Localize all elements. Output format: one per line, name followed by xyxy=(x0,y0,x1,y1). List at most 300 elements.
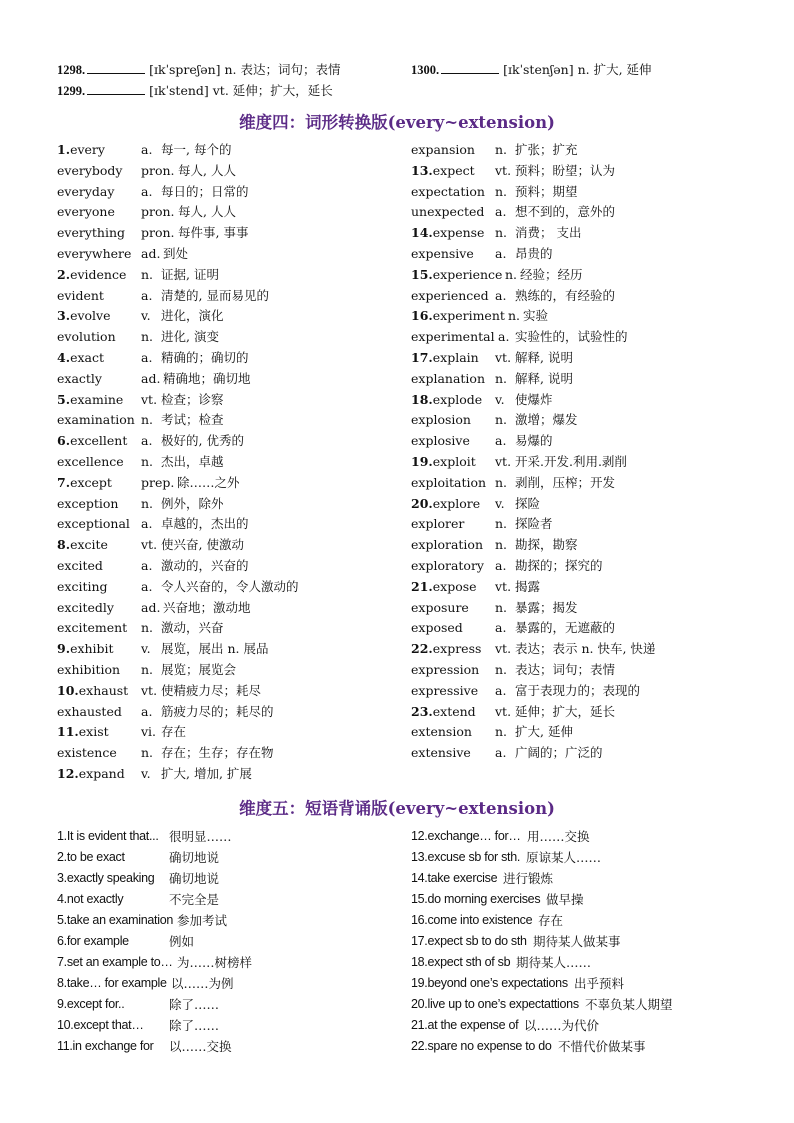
word-entry xyxy=(411,348,751,369)
word-pos: n. xyxy=(141,620,154,636)
word-meaning: 表达；词句；表情 xyxy=(515,661,616,677)
phrase-meaning: 期待某人…… xyxy=(516,955,592,970)
phrase-meaning: 出乎预料 xyxy=(574,976,625,991)
word-headword xyxy=(57,577,108,598)
word-entry xyxy=(57,265,397,286)
word-headword xyxy=(57,286,104,307)
section5-right-column xyxy=(411,826,751,1057)
word-text: exact xyxy=(70,349,104,365)
phrase-text: 9.except for.. xyxy=(57,997,125,1011)
phrase-entry xyxy=(57,826,397,847)
word-meaning: 勘探，勘察 xyxy=(515,537,578,553)
word-pos: n. xyxy=(141,266,154,282)
answer-blank[interactable] xyxy=(441,63,499,74)
word-text: examine xyxy=(70,391,124,407)
phrase-text: 22.spare no expense to do xyxy=(411,1039,552,1053)
word-text: expect xyxy=(432,162,475,178)
word-pos: v. xyxy=(495,391,505,407)
word-text: exposed xyxy=(411,620,463,636)
word-number: 20. xyxy=(411,495,433,511)
word-number: 18. xyxy=(411,391,433,407)
word-meaning: 展览；展览会 xyxy=(161,661,237,677)
word-meaning: 实验性的，试验性的 xyxy=(515,329,628,345)
word-pos: a. xyxy=(141,183,153,199)
word-text: existence xyxy=(57,745,117,761)
phrase-entry xyxy=(411,889,751,910)
word-meaning: 剥削，压榨；开发 xyxy=(515,474,616,490)
entry-meaning: 延伸；扩大，延长 xyxy=(232,83,333,98)
phrase-meaning: 为……树榜样 xyxy=(177,955,253,970)
word-headword xyxy=(411,410,471,431)
word-number: 15. xyxy=(411,266,433,282)
phrase-text: 4.not exactly xyxy=(57,892,124,906)
word-entry xyxy=(57,431,397,452)
phrase-entry xyxy=(411,994,751,1015)
word-pos: prep. xyxy=(141,474,175,490)
word-pos: a. xyxy=(495,557,507,573)
word-headword xyxy=(411,140,475,161)
word-headword xyxy=(57,514,130,535)
word-pos: a. xyxy=(495,287,507,303)
word-meaning: 延伸；扩大，延长 xyxy=(515,703,616,719)
word-text: experience xyxy=(432,266,503,282)
word-meaning: 令人兴奋的，令人激动的 xyxy=(161,578,299,594)
word-headword xyxy=(57,452,124,473)
word-pos: vt. xyxy=(141,537,158,553)
word-entry xyxy=(411,452,751,473)
word-entry xyxy=(411,681,751,702)
word-pos: a. xyxy=(141,516,153,532)
phrase-meaning: 原谅某人…… xyxy=(526,850,602,865)
section4-title: 维度四：词形转换版(every~extension) xyxy=(239,113,555,132)
word-headword xyxy=(411,535,483,556)
word-entry xyxy=(57,306,397,327)
word-meaning: 暴露的，无遮蔽的 xyxy=(515,620,616,636)
entry-phonetic: [ɪkˈspreʃən] n. xyxy=(149,62,237,77)
word-meaning: 例外，除外 xyxy=(161,495,224,511)
phrase-meaning: 不惜代价做某事 xyxy=(558,1039,646,1054)
word-number: 10. xyxy=(57,682,79,698)
word-entry xyxy=(57,514,397,535)
word-headword xyxy=(411,556,484,577)
word-entry xyxy=(57,223,397,244)
word-meaning: 筋疲力尽的；耗尽的 xyxy=(161,703,274,719)
word-meaning: 解释, 说明 xyxy=(515,349,573,365)
phrase-meaning: 用……交换 xyxy=(527,829,590,844)
word-text: evident xyxy=(57,287,104,303)
word-number: 8. xyxy=(57,537,71,553)
word-headword xyxy=(57,556,103,577)
word-headword xyxy=(57,743,117,764)
word-meaning: 勘探的；探究的 xyxy=(515,557,603,573)
word-text: exception xyxy=(57,495,119,511)
phrase-text: 19.beyond one’s expectations xyxy=(411,976,568,990)
word-text: exhaust xyxy=(78,682,129,698)
word-text: expose xyxy=(432,578,477,594)
word-headword xyxy=(411,639,481,660)
word-entry xyxy=(411,223,751,244)
word-pos: n. xyxy=(508,308,521,324)
word-number: 3. xyxy=(57,308,71,324)
word-headword xyxy=(411,369,485,390)
word-pos: v. xyxy=(141,308,151,324)
phrase-entry xyxy=(411,952,751,973)
phrase-entry xyxy=(411,1015,751,1036)
word-pos: vt. xyxy=(495,453,512,469)
word-headword xyxy=(57,161,123,182)
word-text: extension xyxy=(411,724,472,740)
word-meaning: 使精疲力尽；耗尽 xyxy=(161,682,262,698)
word-pos: n. xyxy=(495,412,508,428)
word-text: excitedly xyxy=(57,599,114,615)
word-text: explain xyxy=(432,349,479,365)
word-text: excite xyxy=(70,537,108,553)
word-text: everything xyxy=(57,225,126,241)
phrase-entry xyxy=(57,847,397,868)
word-meaning: 揭露 xyxy=(515,578,541,594)
word-text: evolution xyxy=(57,329,116,345)
word-text: exposure xyxy=(411,599,469,615)
word-number: 23. xyxy=(411,703,433,719)
word-text: exceptional xyxy=(57,516,130,532)
phrase-entry xyxy=(411,826,751,847)
phrase-meaning: 不完全是 xyxy=(169,892,220,907)
word-meaning: 扩大, 延伸 xyxy=(515,724,573,740)
word-pos: a. xyxy=(141,349,153,365)
phrase-entry xyxy=(57,1015,397,1036)
word-meaning: 到处 xyxy=(163,245,189,261)
word-entry xyxy=(411,202,751,223)
phrase-meaning: 以……交换 xyxy=(169,1039,232,1054)
word-number: 13. xyxy=(411,162,433,178)
word-pos: a. xyxy=(495,204,507,220)
word-entry xyxy=(411,473,751,494)
word-text: expressive xyxy=(411,682,479,698)
entry-number: 1298. xyxy=(57,63,86,77)
word-text: exist xyxy=(78,724,109,740)
word-meaning: 激动的，兴奋的 xyxy=(161,557,249,573)
entry-meaning: 扩大, 延伸 xyxy=(593,62,652,77)
word-text: everybody xyxy=(57,162,123,178)
word-text: expansion xyxy=(411,142,475,157)
word-headword xyxy=(411,743,471,764)
word-headword xyxy=(411,577,477,598)
word-pos: a. xyxy=(141,703,153,719)
word-entry xyxy=(57,743,397,764)
answer-blank[interactable] xyxy=(87,84,145,95)
word-pos: a. xyxy=(495,245,507,261)
phrase-entry xyxy=(411,931,751,952)
word-headword xyxy=(57,140,105,161)
word-headword xyxy=(57,348,104,369)
word-text: expectation xyxy=(411,183,485,199)
word-meaning: 昂贵的 xyxy=(515,245,553,261)
phrase-text: 3.exactly speaking xyxy=(57,871,155,885)
word-text: evidence xyxy=(70,266,127,282)
section4-left-column xyxy=(57,140,397,785)
phrase-text: 16.come into existence xyxy=(411,913,533,927)
section5-left-column xyxy=(57,826,397,1057)
word-headword xyxy=(57,182,114,203)
word-headword xyxy=(411,473,486,494)
word-headword xyxy=(411,286,489,307)
word-entry xyxy=(411,514,751,535)
word-entry xyxy=(411,743,751,764)
word-headword xyxy=(411,681,478,702)
word-headword xyxy=(411,660,479,681)
word-pos: a. xyxy=(495,620,507,636)
word-entry xyxy=(57,535,397,556)
word-text: extend xyxy=(432,703,476,719)
word-headword xyxy=(57,369,102,390)
word-text: express xyxy=(432,641,482,657)
word-pos: ad. xyxy=(141,370,161,386)
phrase-meaning: 除了…… xyxy=(169,1018,220,1033)
word-number: 19. xyxy=(411,453,433,469)
phrase-entry xyxy=(57,973,397,994)
phrase-meaning: 确切地说 xyxy=(169,871,220,886)
word-headword xyxy=(411,598,469,619)
word-text: except xyxy=(70,474,112,490)
word-pos: vi. xyxy=(141,724,157,740)
word-entry xyxy=(57,410,397,431)
word-entry xyxy=(411,410,751,431)
word-meaning: 预料；盼望；认为 xyxy=(515,162,616,178)
word-pos: a. xyxy=(141,287,153,303)
phrase-text: 20.live up to one’s expectattions xyxy=(411,997,579,1011)
word-pos: a. xyxy=(495,745,507,761)
word-meaning: 杰出，卓越 xyxy=(161,453,224,469)
word-entry xyxy=(411,390,751,411)
word-meaning: 展览，展出 n. 展品 xyxy=(161,641,269,657)
phrase-text: 18.expect sth of sb xyxy=(411,955,511,969)
word-pos: n. xyxy=(141,745,154,761)
word-pos: vt. xyxy=(141,682,158,698)
phrase-meaning: 参加考试 xyxy=(177,913,228,928)
word-meaning: 暴露；揭发 xyxy=(515,599,578,615)
phrase-text: 2.to be exact xyxy=(57,850,125,864)
word-entry xyxy=(57,202,397,223)
word-pos: n. xyxy=(141,329,154,345)
word-pos: n. xyxy=(141,412,154,428)
word-meaning: 证据, 证明 xyxy=(161,266,219,282)
word-entry xyxy=(57,702,397,723)
phrase-text: 6.for example xyxy=(57,934,129,948)
word-meaning: 实验 xyxy=(523,308,549,324)
word-headword xyxy=(411,182,485,203)
word-pos: n. xyxy=(495,599,508,615)
word-headword xyxy=(57,764,125,785)
word-headword xyxy=(57,473,112,494)
word-headword xyxy=(411,452,476,473)
word-number: 12. xyxy=(57,765,79,781)
word-text: everywhere xyxy=(57,245,132,261)
phrase-text: 8.take… for example xyxy=(57,976,167,990)
word-entry xyxy=(411,265,751,286)
word-headword xyxy=(57,410,135,431)
word-entry xyxy=(57,182,397,203)
word-number: 1. xyxy=(57,142,71,157)
phrase-text: 10.except that… xyxy=(57,1018,144,1032)
word-entry xyxy=(57,722,397,743)
phrase-meaning: 以……为例 xyxy=(171,976,234,991)
word-text: expand xyxy=(78,765,125,781)
word-pos: a. xyxy=(498,329,510,345)
word-meaning: 使兴奋, 使激动 xyxy=(161,537,244,553)
word-pos: n. xyxy=(505,266,518,282)
word-headword xyxy=(411,244,474,265)
word-entry xyxy=(411,639,751,660)
word-entry xyxy=(411,722,751,743)
word-meaning: 每日的；日常的 xyxy=(161,183,249,199)
word-meaning: 广阔的；广泛的 xyxy=(515,745,603,761)
word-pos: a. xyxy=(141,142,153,157)
word-number: 16. xyxy=(411,308,433,324)
word-meaning: 极好的, 优秀的 xyxy=(161,433,244,449)
word-pos: a. xyxy=(141,557,153,573)
word-meaning: 考试；检查 xyxy=(161,412,224,428)
answer-blank[interactable] xyxy=(87,63,145,74)
word-pos: v. xyxy=(141,765,151,781)
word-pos: vt. xyxy=(141,391,158,407)
word-headword xyxy=(57,681,128,702)
word-headword xyxy=(411,223,484,244)
word-meaning: 检查；诊察 xyxy=(161,391,224,407)
word-pos: n. xyxy=(495,661,508,677)
word-number: 6. xyxy=(57,433,71,449)
word-entry xyxy=(411,431,751,452)
word-entry xyxy=(57,390,397,411)
word-text: explorer xyxy=(411,516,465,532)
word-headword xyxy=(411,390,482,411)
word-pos: n. xyxy=(495,724,508,740)
word-headword xyxy=(57,598,114,619)
phrase-text: 11.in exchange for xyxy=(57,1039,154,1053)
word-entry xyxy=(57,161,397,182)
word-number: 7. xyxy=(57,474,71,490)
word-entry xyxy=(411,535,751,556)
word-headword xyxy=(57,535,108,556)
entry-1299 xyxy=(57,81,333,99)
word-pos: vt. xyxy=(495,578,512,594)
word-text: exploit xyxy=(432,453,476,469)
word-entry xyxy=(57,452,397,473)
word-meaning: 开采.开发.利用.剥削 xyxy=(515,453,627,469)
word-meaning: 使爆炸 xyxy=(515,391,553,407)
word-entry xyxy=(411,494,751,515)
phrase-text: 15.do morning exercises xyxy=(411,892,541,906)
word-text: explosive xyxy=(411,433,470,449)
word-number: 21. xyxy=(411,578,433,594)
word-text: excitement xyxy=(57,620,128,636)
word-number: 17. xyxy=(411,349,433,365)
phrase-meaning: 除了…… xyxy=(169,997,220,1012)
word-text: every xyxy=(70,142,105,157)
word-text: unexpected xyxy=(411,204,485,220)
word-entry xyxy=(57,286,397,307)
phrase-text: 7.set an example to… xyxy=(57,955,173,969)
word-pos: pron. xyxy=(141,162,175,178)
entry-number: 1300. xyxy=(411,63,440,77)
word-text: exhibit xyxy=(70,641,114,657)
word-entry xyxy=(411,660,751,681)
word-text: exhibition xyxy=(57,661,121,677)
word-headword xyxy=(57,327,116,348)
word-text: exciting xyxy=(57,578,108,594)
word-headword xyxy=(57,722,109,743)
word-entry xyxy=(411,140,751,161)
phrase-text: 21.at the expense of xyxy=(411,1018,519,1032)
word-meaning: 存在 xyxy=(161,724,187,740)
phrase-entry xyxy=(411,973,751,994)
word-pos: n. xyxy=(495,142,508,157)
word-meaning: 每一, 每个的 xyxy=(161,142,232,157)
phrase-meaning: 进行锻炼 xyxy=(503,871,554,886)
word-headword xyxy=(57,223,125,244)
word-meaning: 探险者 xyxy=(515,516,553,532)
word-pos: a. xyxy=(495,433,507,449)
word-entry xyxy=(411,306,751,327)
phrase-meaning: 以……为代价 xyxy=(524,1018,600,1033)
word-pos: ad. xyxy=(141,245,161,261)
phrase-meaning: 不辜负某人期望 xyxy=(585,997,673,1012)
phrase-entry xyxy=(57,952,397,973)
word-headword xyxy=(411,202,484,223)
phrase-text: 17.expect sb to do sth xyxy=(411,934,527,948)
word-number: 5. xyxy=(57,391,71,407)
phrase-entry xyxy=(411,868,751,889)
word-meaning: 探险 xyxy=(515,495,541,511)
word-meaning: 兴奋地；激动地 xyxy=(163,599,251,615)
word-text: exactly xyxy=(57,370,102,386)
word-meaning: 熟练的，有经验的 xyxy=(515,287,616,303)
word-text: explosion xyxy=(411,412,471,428)
word-pos: v. xyxy=(141,641,151,657)
word-text: expensive xyxy=(411,245,474,261)
word-pos: n. xyxy=(141,453,154,469)
word-text: excellent xyxy=(70,433,128,449)
phrase-text: 1.It is evident that... xyxy=(57,829,159,843)
word-entry xyxy=(411,182,751,203)
word-text: expression xyxy=(411,661,480,677)
phrase-meaning: 做早操 xyxy=(546,892,584,907)
phrase-text: 12.exchange… for… xyxy=(411,829,521,843)
word-headword xyxy=(57,202,115,223)
word-text: exhausted xyxy=(57,703,122,719)
section4-right-column xyxy=(411,140,751,764)
word-entry xyxy=(57,327,397,348)
word-meaning: 想不到的，意外的 xyxy=(515,204,616,220)
word-meaning: 富于表现力的；表现的 xyxy=(515,682,641,698)
phrase-entry xyxy=(57,910,397,931)
word-meaning: 卓越的，杰出的 xyxy=(161,516,249,532)
word-headword xyxy=(57,390,123,411)
phrase-text: 14.take exercise xyxy=(411,871,498,885)
word-entry xyxy=(57,244,397,265)
word-entry xyxy=(57,764,397,785)
word-pos: v. xyxy=(495,495,505,511)
word-headword xyxy=(57,494,118,515)
word-pos: vt. xyxy=(495,641,512,657)
word-meaning: 进化, 演变 xyxy=(161,329,219,345)
phrase-meaning: 例如 xyxy=(169,934,195,949)
word-text: explode xyxy=(432,391,483,407)
phrase-meaning: 存在 xyxy=(538,913,564,928)
word-headword xyxy=(57,244,131,265)
entry-meaning: 表达；词句；表情 xyxy=(240,62,341,77)
word-headword xyxy=(411,431,470,452)
word-entry xyxy=(411,244,751,265)
